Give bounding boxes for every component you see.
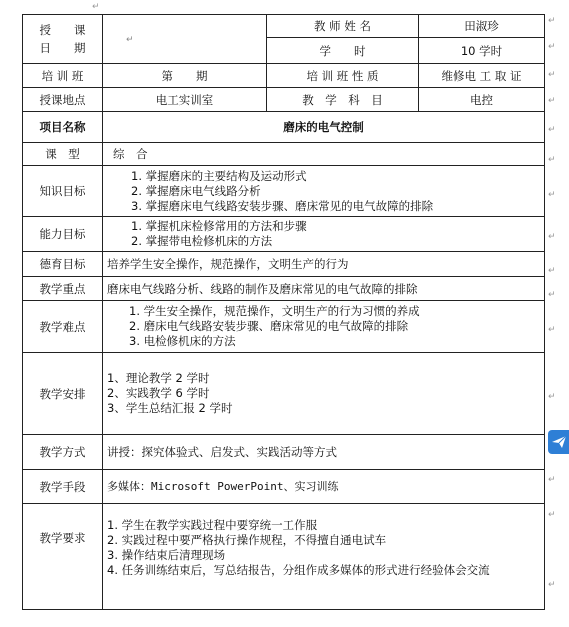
list-item: 1. 学生在教学实践过程中要穿统一工作服 (107, 518, 318, 532)
key-value: 磨床电气线路分析、线路的制作及磨床常见的电气故障的排除 (103, 277, 545, 301)
means-value: 多媒体：Microsoft PowerPoint、实习训练 (103, 470, 545, 504)
lesson-plan-table (22, 14, 545, 610)
paragraph-return-icon: ↵ (126, 35, 134, 45)
paragraph-return-icon: ↵ (548, 42, 556, 52)
teacher-label: 教 师 姓 名 (267, 15, 419, 38)
date-label: 授 课 日 期 (23, 15, 103, 64)
send-plane-icon[interactable] (548, 430, 569, 454)
list-item: 2. 掌握磨床电气线路分析 (131, 183, 261, 198)
subject-value: 电控 (419, 88, 545, 112)
paragraph-return-icon: ↵ (548, 325, 556, 335)
teacher-name: 田淑珍 (419, 15, 545, 38)
paragraph-return-icon: ↵ (548, 290, 556, 300)
difficulty-list (103, 301, 545, 353)
project-label: 项目名称 (23, 112, 103, 143)
list-item: 1. 掌握机床检修常用的方法和步骤 (131, 219, 307, 233)
paragraph-return-icon: ↵ (92, 2, 100, 12)
paragraph-return-icon: ↵ (548, 580, 556, 590)
place-label: 授课地点 (23, 88, 103, 112)
difficulty-label: 教学难点 (23, 301, 103, 353)
paragraph-return-icon: ↵ (548, 232, 556, 242)
list-item: 3. 操作结束后清理现场 (107, 548, 226, 562)
hours-value: 10 学时 (419, 38, 545, 64)
class-nature-value: 维修电 工 取 证 (419, 64, 545, 88)
paragraph-return-icon: ↵ (548, 510, 556, 520)
list-item: 1. 掌握磨床的主要结构及运动形式 (131, 168, 307, 183)
paragraph-return-icon: ↵ (548, 190, 556, 200)
subject-label: 教 学 科 目 (267, 88, 419, 112)
class-label: 培 训 班 (23, 64, 103, 88)
key-label: 教学重点 (23, 277, 103, 301)
list-item: 2. 磨床电气线路安装步骤、磨床常见的电气故障的排除 (129, 319, 409, 333)
method-label: 教学方式 (23, 435, 103, 470)
type-value: 综 合 (103, 143, 545, 166)
requirements-list (103, 504, 545, 610)
list-item: 1. 学生安全操作，规范操作，文明生产的行为习惯的养成 (129, 304, 420, 318)
knowledge-label: 知识目标 (23, 166, 103, 217)
project-title: 磨床的电气控制 (103, 112, 545, 143)
moral-value: 培养学生安全操作，规范操作，文明生产的行为 (103, 252, 545, 277)
list-item: 1、理论教学 2 学时 (107, 371, 210, 385)
paragraph-return-icon: ↵ (548, 155, 556, 165)
paragraph-return-icon: ↵ (548, 70, 556, 80)
requirements-label: 教学要求 (23, 504, 103, 610)
moral-label: 德育目标 (23, 252, 103, 277)
paragraph-return-icon: ↵ (548, 475, 556, 485)
arrangement-list (103, 353, 545, 435)
list-item: 2、实践教学 6 学时 (107, 386, 210, 400)
paragraph-return-icon: ↵ (548, 392, 556, 402)
means-label: 教学手段 (23, 470, 103, 504)
hours-label: 学 时 (267, 38, 419, 64)
paragraph-return-icon: ↵ (548, 16, 556, 26)
list-item: 3. 掌握磨床电气线路安装步骤、磨床常见的电气故障的排除 (131, 198, 434, 213)
paragraph-return-icon: ↵ (548, 96, 556, 106)
list-item: 3、学生总结汇报 2 学时 (107, 401, 233, 415)
class-value: 第 期 (103, 64, 267, 88)
method-value: 讲授：探究体验式、启发式、实践活动等方式 (103, 435, 545, 470)
list-item: 4. 任务训练结束后，写总结报告，分组作成多媒体的形式进行经验体会交流 (107, 563, 490, 577)
place-value: 电工实训室 (103, 88, 267, 112)
arrangement-label: 教学安排 (23, 353, 103, 435)
paragraph-return-icon: ↵ (548, 125, 556, 135)
knowledge-list (103, 166, 545, 217)
list-item: 3. 电检修机床的方法 (129, 334, 236, 348)
paragraph-return-icon: ↵ (548, 266, 556, 276)
type-label: 课 型 (23, 143, 103, 166)
list-item: 2. 实践过程中要严格执行操作规程，不得擅自通电试车 (107, 533, 387, 547)
ability-label: 能力目标 (23, 217, 103, 252)
ability-list (103, 217, 545, 252)
date-value (103, 15, 267, 64)
list-item: 2. 掌握带电检修机床的方法 (131, 234, 273, 248)
class-nature-label: 培 训 班 性 质 (267, 64, 419, 88)
